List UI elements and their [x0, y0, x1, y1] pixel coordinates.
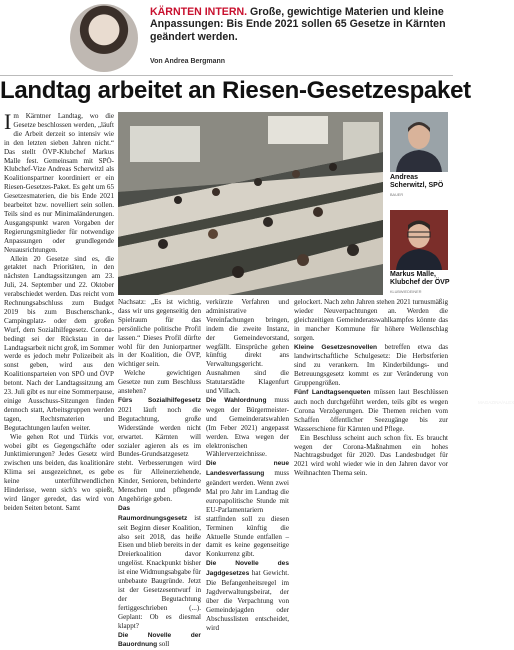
- paragraph: Wie gehen Rot und Türkis vor, wobei gibt es Gegengschäfte oder Junktimierungen? Jedes Gesetz wird zwischen uns beiden, das koalitionäre Klima sei ausgezeichnet, es gebe keine unterführwendlichen Hinderisse, wenn sich's wo spießt, wird länger geredet, das wird von beiden Seiten betont. Samt: [4, 432, 114, 512]
- paragraph-text: hat Gewicht. Die Befangenheitsregel im Jagdverwaltungsbeirat, der über die Verpachtung von Gemeindejagden oder Abschusslisten entscheidet, wird: [206, 569, 289, 632]
- paragraph: Nachsatz: „Es ist wichtig, dass wir uns gegenseitig den Spielraum für das persönliche politische Profil lassen.“ Dieses Profil dürfte wohl für den Juniorpartner in der Koalition, die ÖVP, wichtiger sein.: [118, 298, 201, 369]
- caption-text: Andreas Scherwitzl, SPÖ: [390, 174, 444, 190]
- kicker-label: KÄRNTEN INTERN.: [150, 6, 248, 18]
- caption-malle: [390, 271, 452, 296]
- subheading: Die neue Landesverfassung: [206, 460, 289, 478]
- headline: Landtag arbeitet an Riesen-Gesetzespaket: [0, 77, 471, 104]
- article-header: [0, 0, 453, 74]
- paragraph: [294, 343, 448, 389]
- kicker: [150, 6, 450, 43]
- paragraph: [206, 459, 289, 559]
- dropcap: I: [4, 109, 12, 134]
- paragraph-text: ist seit Beginn dieser Koalition, also seit 2018, das heiße Eisen und blieb bereits in der Dreierkoalition davor ungelöst. Knackpunkt bisher ist eine Widmungsabgabe für unbebaute Baugründe. Jetzt ist der Gesetzesentwurf in der Begutachtung fertiggeschrieben (...). Geplant: Ob es diesmal klappt?: [118, 513, 201, 630]
- subheading: Fünf Landtagsenqueten: [294, 389, 371, 397]
- paragraph: [294, 388, 448, 434]
- caption-credit: BAUER: [390, 192, 404, 197]
- paragraph: gelockert. Nach zehn Jahren stehen 2021 turnusmäßig wieder Neuverpachtungen an. Werden die gleichzeitigen Gemeinderatswahlkampfes könnte das in mancher Kommune für höhere Wellenschlag sorgen.: [294, 298, 448, 342]
- subheading: Fürs Sozialhilfegesetz: [118, 396, 201, 404]
- paragraph-text: 2021 läuft noch die Begutachtung, große Widerstände werden nicht erwartet. Kärnten will sozialer agieren als es im Bundes-Grundsatzgesetz steht. Verbesserungen wird es für Alleinerziehende, Kinder, Senioren, behinderte Menschen und pflegende Angehörige geben.: [118, 405, 201, 503]
- malle-portrait: [390, 210, 448, 270]
- scherwitzl-portrait: [390, 112, 448, 172]
- paragraph: [206, 396, 289, 459]
- paragraph-text: müssen laut Beschlüssen auch noch durchgeführt werden, teils gibt es wegen Corona Verzögerungen. Die Themen reichen vom Schaffen öffentlicher Seezugänge bis zur Wasserschiene für Kärnten und Pflege.: [294, 388, 448, 433]
- paragraph-text: muss wegen der Bürgermeister- und Gemeinderatswahlen (Im Feber 2021) angepasst werden. Etwa wegen der elektronischen Wählerverzeichnisse.: [206, 395, 289, 459]
- paragraph: [206, 559, 289, 632]
- scherwitzl-photo: [390, 112, 448, 172]
- paragraph: [118, 504, 201, 631]
- column-4: [294, 298, 448, 580]
- paragraph: Welche gewichtigen Gesetze nun zum Beschluss anstehen?: [118, 369, 201, 396]
- subheading: Kleine Gesetzesnovellen: [294, 343, 378, 351]
- subheading: Die Novelle des Jagdgesetzes: [206, 560, 289, 578]
- paragraph-text: soll: [157, 640, 170, 649]
- paragraph: [118, 396, 201, 504]
- caption-scherwitzl: [390, 174, 452, 199]
- paragraph-text: betreffen etwa das landwirtschaftliche Schulgesetz: Die Herbstferien sind zu verankern. Im Kinderbildungs- und Betreuungsgesetz kommt es zur Veränderung von Gruppengrößen.: [294, 342, 449, 388]
- subheading: Die Wahlordnung: [206, 396, 267, 404]
- author-photo: [70, 4, 138, 72]
- malle-photo: [390, 210, 448, 270]
- subheading: Die Novelle der Bauordnung: [118, 631, 201, 649]
- paragraph-text: m Kärntner Landtag, wo die Gesetze beschlossen werden, „läuft die Arbeit derzeit so intensiv wie in den letzten sieben Jahren nicht.“ Das stellt ÖVP-Klubchef Markus Malle fest. Gemeinsam mit SPÖ-Klubchef-Vize Andreas Scherwitzl als Koalitionspartner koordiniert er ein Riesen-Gesetzes-Paket. Es geht um 65 Gesetzesmaterien, die bis Ende 2021 bearbeitet bzw. novelliert sein sollen. Teils sind es nur Minimaländerungen. Ausgangspunkt waren Vorgaben der Regierungsmitglieder für notwendige Anpassungen oder grundlegende Neuausrichtungen.: [4, 112, 114, 254]
- byline: Von Andrea Bergmann: [150, 58, 226, 65]
- kicker-text: Große, gewichtige Materien und kleine Anpassungen: Bis Ende 2021 sollen 65 Gesetze in Kärnten geändert werden.: [150, 6, 446, 43]
- paragraph: verkürzte Verfahren und administrative Vereinfachungen bringen, indem die zweite Instanz, der Gemeindevorstand, wegfällt. Einsprüche gehen künftig direkt ans Verwaltungsgericht. Ausnahmen sind die Statutarstädte Klagenfurt und Villach.: [206, 298, 289, 396]
- paragraph: Ein Beschluss scheint auch schon fix. Es braucht wegen der Corona-Maßnahmen ein hohes Nachtragsbudget für 2020. Das Landesbudget für 2021 wird wohl wieder wie in den Jahren davor vor Weihnachten Thema sein.: [294, 433, 448, 478]
- paragraph: [118, 631, 201, 650]
- photo-credit: MAGAZINA/ALEX: [478, 400, 514, 405]
- paragraph: [4, 109, 114, 255]
- caption-credit: KLUBWIEDEINER: [390, 289, 422, 294]
- landtag-photo-image: [118, 112, 383, 295]
- divider: [0, 75, 453, 76]
- paragraph: Allein 20 Gesetze sind es, die getaktet nach Prioritäten, in den nächsten Landtagssitzungen am 23. Juli, 24. September und 22. Oktober verabschiedet werden. Das reicht vom Rechnungsabschluss zum Budget 2019 bis zum Buschenschank-, Campingplatz- oder dem großen Wurf, dem Sozialhilfegesetz. Corona-bedingt sei der Rückstau in der Landtagsarbeit nicht groß, im Sommer werde es jedoch mehr Polizeibeit als sonst geben, wird aus den Koalitionsparteien von SPÖ und ÖVP betont. Nach der Landtagssitzung am 23. Juli gibt es nur eine Sommerpause, einige Ausschuss-Sitzungen finden dennoch statt, Arbeitsgruppen werden tagen, Rechtsmaterien und Begutachtungen laufen weiter.: [4, 254, 114, 432]
- paragraph-text: muss geändert werden. Wenn zwei Mal pro Jahr im Landtag die europapolitische Stunde mit EU-Parlamentariern stattfinden soll zu diesen Terminen künftig die Aktuelle Stunde entfallen – damit es keine gegenseitige Konkurrenz gibt.: [206, 469, 289, 559]
- subheading: Das Raumordnungsgesetz: [118, 504, 188, 522]
- caption-text: Markus Malle, Klubchef der ÖVP: [390, 271, 450, 287]
- column-1: [4, 109, 114, 580]
- column-3: [206, 298, 289, 632]
- column-2: [118, 298, 201, 649]
